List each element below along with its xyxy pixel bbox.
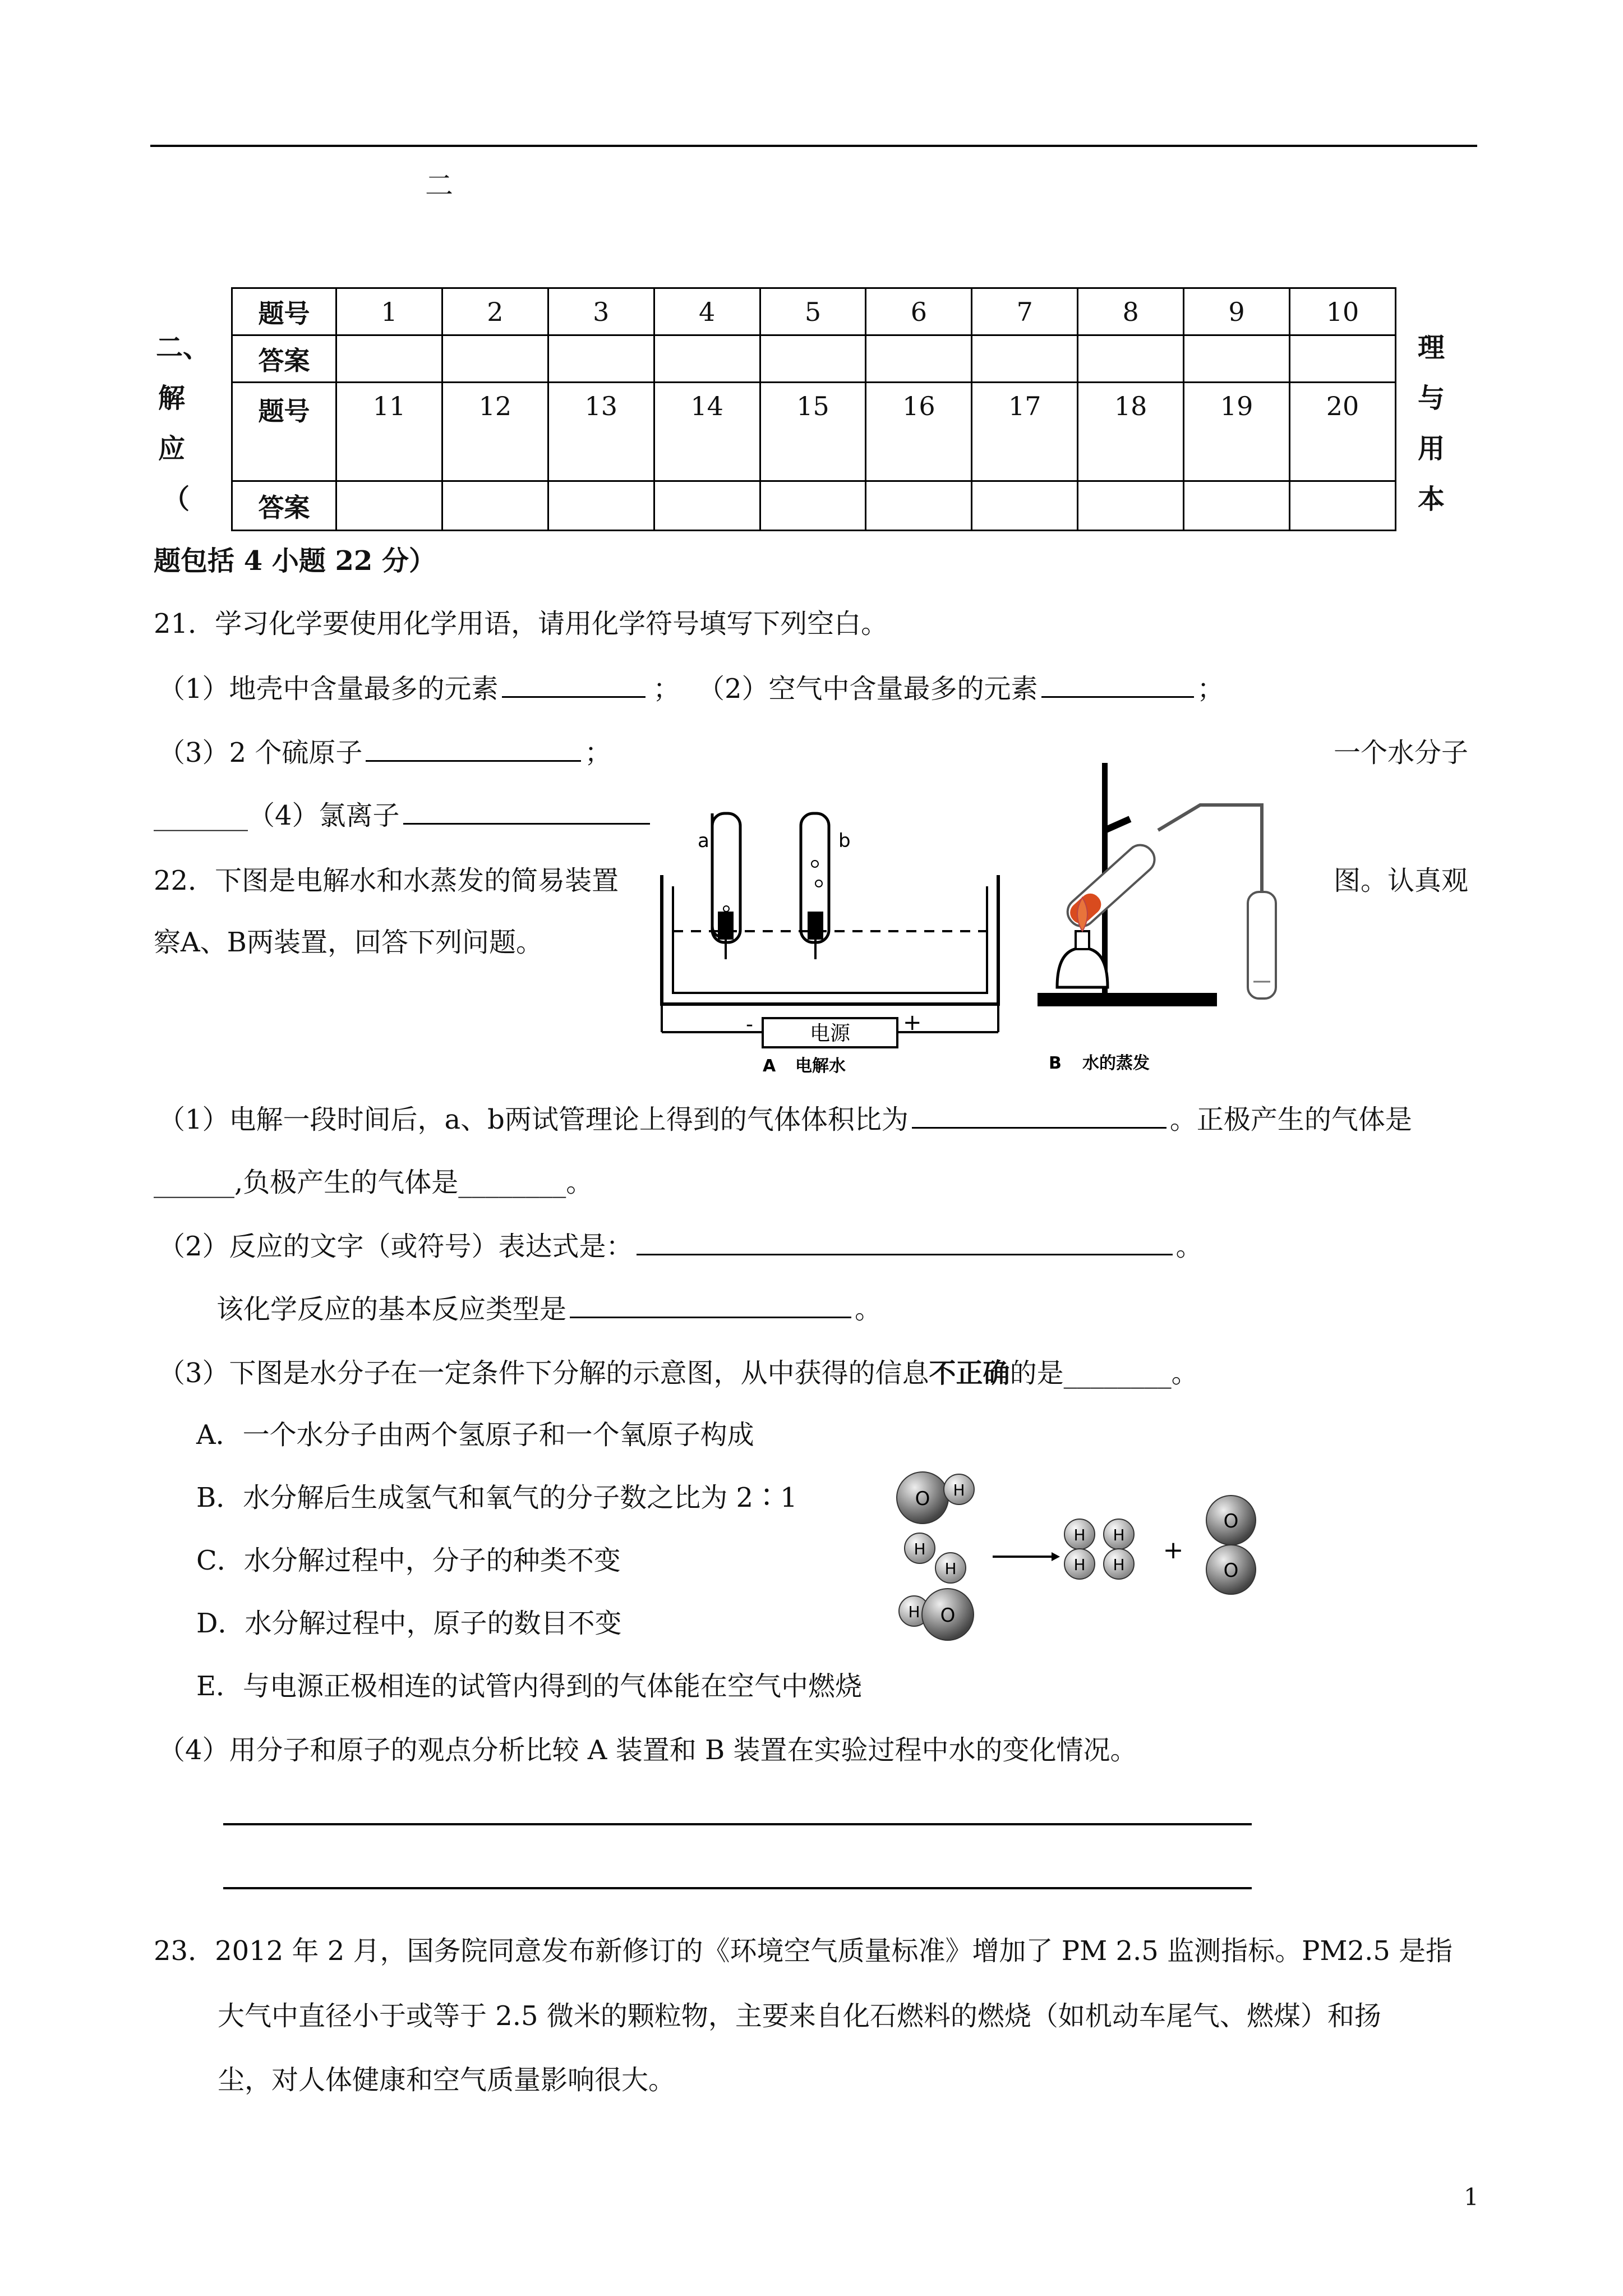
answer-cell[interactable]	[442, 481, 548, 531]
q21-part1-text: （1）地壳中含量最多的元素	[158, 673, 499, 705]
positive-terminal: +	[903, 1010, 922, 1036]
q22-reaction-type-end: 。	[855, 1294, 882, 1325]
answer-cell[interactable]	[442, 335, 548, 383]
answer-cell[interactable]	[1078, 335, 1184, 383]
side-label-left-3: （	[163, 484, 190, 515]
answer-cell[interactable]	[972, 335, 1078, 383]
q22-stem-a: 22．下图是电解水和水蒸发的简易装置	[154, 865, 619, 896]
hydrogen-atom-label: H	[1073, 1526, 1086, 1544]
question-number-cell: 10	[1290, 288, 1396, 335]
q22-stem-b: 图。认真观	[1334, 865, 1469, 896]
q21-part1-row	[158, 673, 680, 705]
side-label-right-0: 理	[1418, 332, 1445, 364]
answer-cell[interactable]	[1290, 481, 1396, 531]
option-e: E．与电源正极相连的试管内得到的气体能在空气中燃烧	[196, 1671, 863, 1702]
tube-a-label: a	[698, 830, 709, 852]
figure-b-letter: B	[1049, 1053, 1062, 1073]
answer-cell[interactable]	[972, 481, 1078, 531]
q22-reaction-type-blank[interactable]	[570, 1316, 851, 1318]
side-label-right-2: 用	[1418, 433, 1445, 464]
q21-part4-row	[154, 802, 653, 829]
q23-line-2: 大气中直径小于或等于 2.5 微米的颗粒物，主要来自化石燃料的燃烧（如机动车尾气、燃煤）和扬	[218, 2000, 1381, 2032]
answer-cell[interactable]	[336, 335, 442, 383]
option-b: B．水分解后生成氢气和氧气的分子数之比为 2∶1	[196, 1482, 797, 1513]
answer-cell[interactable]	[760, 335, 866, 383]
q22-part1-row	[158, 1106, 1412, 1133]
q22-part3-end: 的是________。	[1009, 1358, 1198, 1389]
question-number-cell: 12	[442, 383, 548, 481]
q21-part4-text: （4）氯离子	[248, 800, 400, 831]
reaction-plus-sign: +	[1163, 1536, 1184, 1565]
q22-part2-text: （2）反应的文字（或符号）表达式是：	[158, 1231, 633, 1262]
oxygen-atom-label: O	[1223, 1559, 1239, 1582]
answer-cell[interactable]	[866, 481, 972, 531]
table-row-numbers-1	[232, 288, 1396, 335]
hydrogen-atom-label: H	[944, 1559, 957, 1578]
answer-cell[interactable]	[1184, 481, 1290, 531]
q22-part1-gases: ______,负极产生的气体是________。	[154, 1167, 593, 1198]
question-number-cell: 7	[972, 288, 1078, 335]
table-row-numbers-2	[232, 383, 1396, 481]
question-number-cell: 8	[1078, 288, 1184, 335]
answer-cell[interactable]	[1078, 481, 1184, 531]
option-a: A．一个水分子由两个氢原子和一个氧原子构成	[196, 1419, 754, 1451]
side-label-right-1: 与	[1418, 383, 1445, 414]
q23-line-1: 23．2012 年 2 月，国务院同意发布新修订的《环境空气质量标准》增加了 PM 2.5 监测指标。PM2.5 是指	[154, 1935, 1453, 1967]
question-number-cell: 3	[548, 288, 654, 335]
water-decomposition-diagram	[880, 1464, 1273, 1649]
q21-part2-row	[698, 673, 1224, 705]
question-number-cell: 18	[1078, 383, 1184, 481]
answer-table	[231, 287, 1396, 531]
q22-part2-end: 。	[1175, 1231, 1203, 1262]
question-number-cell: 9	[1184, 288, 1290, 335]
section-heading: 二	[425, 169, 453, 202]
hydrogen-atom-label: H	[908, 1603, 920, 1621]
side-label-left-2: 应	[158, 433, 186, 464]
q22-equation-blank[interactable]	[637, 1253, 1173, 1255]
q22-part1-text-b: 。正极产生的气体是	[1169, 1104, 1412, 1135]
oxygen-atom-label: O	[940, 1604, 956, 1627]
answer-cell[interactable]	[866, 335, 972, 383]
section-scope: 题包括 4 小题 22 分）	[154, 545, 436, 577]
q22-part3-row	[158, 1360, 1198, 1387]
q22-part3-text: （3）下图是水分子在一定条件下分解的示意图，从中获得的信息	[158, 1358, 929, 1389]
q22-answer-line-1[interactable]	[223, 1823, 1252, 1825]
q21-part3-row	[158, 737, 612, 769]
question-number-cell: 1	[336, 288, 442, 335]
side-label-left-0: 二、	[156, 332, 210, 364]
power-supply-label: 电源	[809, 1022, 851, 1045]
row-label-question-no: 题号	[232, 288, 336, 335]
option-c: C．水分解过程中，分子的种类不变	[196, 1545, 621, 1576]
answer-cell[interactable]	[548, 335, 654, 383]
answer-cell[interactable]	[1184, 335, 1290, 383]
q21-water-molecule-prompt: 一个水分子	[1334, 737, 1469, 769]
answer-cell[interactable]	[548, 481, 654, 531]
question-number-cell: 13	[548, 383, 654, 481]
q21-part1-blank[interactable]	[502, 696, 645, 698]
q22-stem-c: 察A、B两装置，回答下列问题。	[154, 927, 543, 958]
question-number-cell: 6	[866, 288, 972, 335]
q21-part4-blank[interactable]	[403, 822, 650, 825]
row-label-question-no: 题号	[232, 383, 336, 481]
tube-b-label: b	[838, 830, 851, 852]
oxygen-atom-label: O	[1223, 1510, 1239, 1533]
q22-reaction-type-text: 该化学反应的基本反应类型是	[216, 1294, 567, 1325]
figure-b-caption: 水的蒸发	[1082, 1053, 1150, 1073]
question-number-cell: 4	[654, 288, 760, 335]
answer-cell[interactable]	[336, 481, 442, 531]
q21-part2-text: （2）空气中含量最多的元素	[698, 673, 1038, 705]
option-d: D．水分解过程中，原子的数目不变	[196, 1608, 622, 1639]
table-row-answers-2	[232, 481, 1396, 531]
question-number-cell: 16	[866, 383, 972, 481]
question-number-cell: 20	[1290, 383, 1396, 481]
hydrogen-atom-label: H	[1113, 1526, 1125, 1544]
question-number-cell: 5	[760, 288, 866, 335]
q21-part2-blank[interactable]	[1041, 696, 1194, 698]
q21-stem: 21．学习化学要使用化学用语，请用化学符号填写下列空白。	[154, 608, 888, 639]
q23-line-3: 尘，对人体健康和空气质量影响很大。	[218, 2064, 676, 2096]
q21-part3-text: （3）2 个硫原子	[158, 737, 363, 769]
answer-cell[interactable]	[654, 481, 760, 531]
figure-a-caption: 电解水	[795, 1056, 846, 1076]
q22-volume-ratio-blank[interactable]	[912, 1126, 1166, 1129]
q21-sep1: ；	[653, 673, 680, 705]
hydrogen-atom-label: H	[1073, 1556, 1086, 1574]
answer-cell[interactable]	[654, 335, 760, 383]
q22-reaction-type-row	[216, 1296, 882, 1323]
question-number-cell: 15	[760, 383, 866, 481]
question-number-cell: 19	[1184, 383, 1290, 481]
q21-sep3: ；	[584, 737, 612, 769]
side-label-right-3: 本	[1418, 484, 1445, 515]
q21-part3-blank[interactable]	[366, 760, 581, 762]
q21-sep2: ；	[1197, 673, 1224, 705]
q21-water-blank[interactable]: _______	[154, 800, 248, 831]
q22-part1-text: （1）电解一段时间后，a、b两试管理论上得到的气体体积比为	[158, 1104, 909, 1135]
negative-terminal: -	[746, 1013, 753, 1036]
hydrogen-atom-label: H	[953, 1481, 965, 1499]
q22-part3-emphasis: 不正确	[929, 1358, 1010, 1389]
question-number-cell: 2	[442, 288, 548, 335]
side-label-left-1: 解	[158, 383, 186, 414]
row-label-answer: 答案	[232, 481, 336, 531]
page-number: 1	[1464, 2183, 1479, 2211]
question-number-cell: 17	[972, 383, 1078, 481]
row-label-answer: 答案	[232, 335, 336, 383]
q22-answer-line-2[interactable]	[223, 1887, 1252, 1889]
evaporation-apparatus-figure	[1009, 763, 1301, 1071]
q22-part4: （4）用分子和原子的观点分析比较 A 装置和 B 装置在实验过程中水的变化情况。	[158, 1734, 1137, 1766]
header-rule	[150, 145, 1477, 147]
figure-a-letter: A	[763, 1056, 776, 1076]
oxygen-atom-label: O	[915, 1488, 930, 1510]
q22-part2-row	[158, 1233, 1203, 1260]
question-number-cell: 11	[336, 383, 442, 481]
question-number-cell: 14	[654, 383, 760, 481]
hydrogen-atom-label: H	[914, 1540, 926, 1558]
answer-cell[interactable]	[1290, 335, 1396, 383]
hydrogen-atom-label: H	[1113, 1556, 1125, 1574]
table-row-answers-1	[232, 335, 1396, 383]
answer-cell[interactable]	[760, 481, 866, 531]
